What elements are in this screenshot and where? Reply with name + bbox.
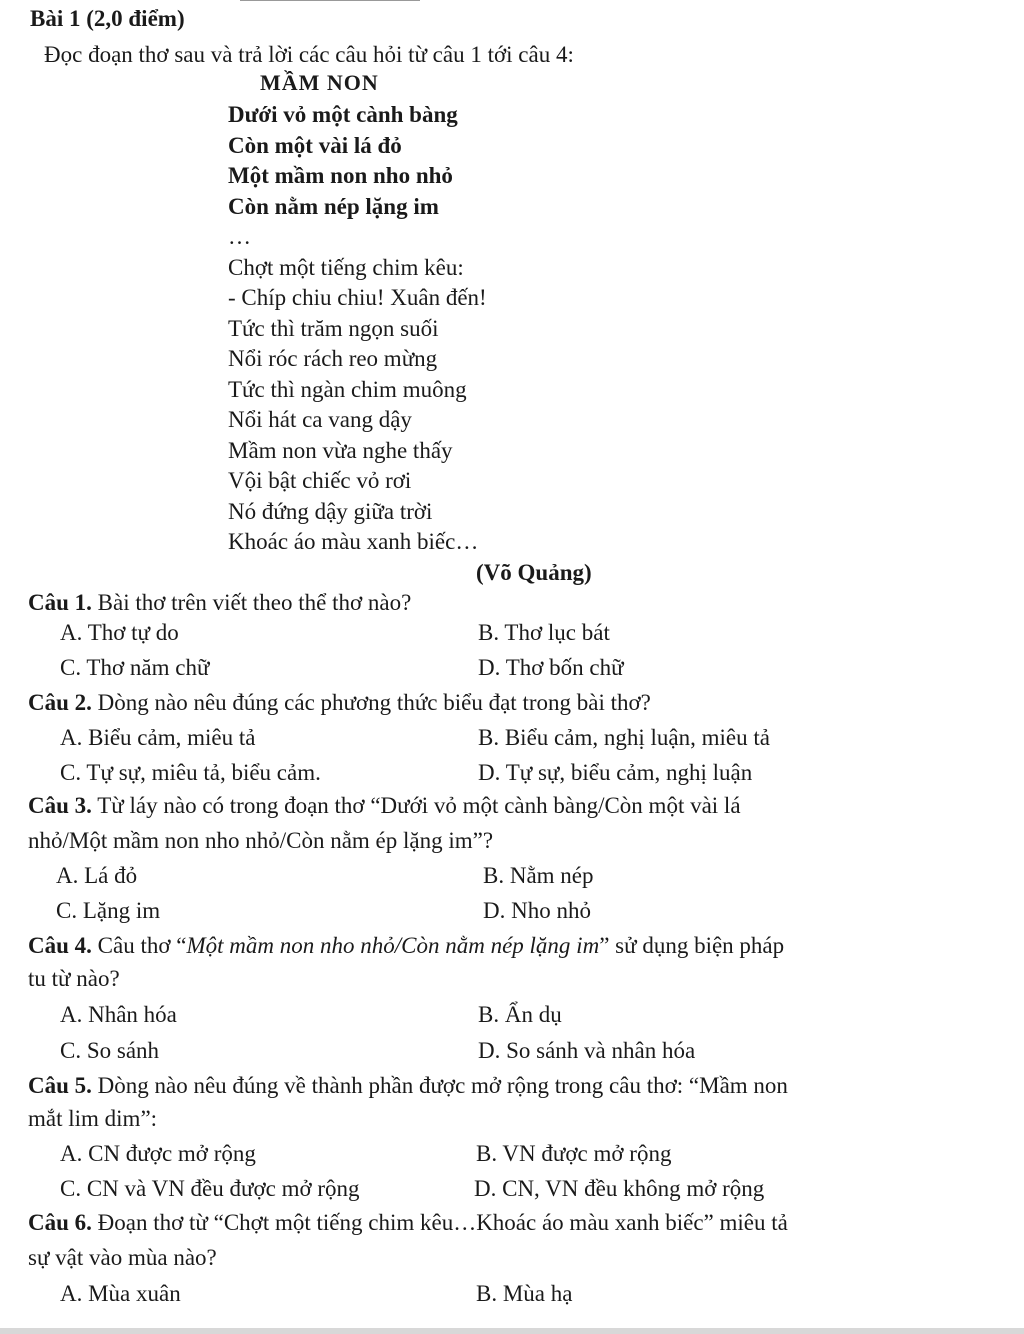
poem-line: Còn nằm nép lặng im [228, 193, 439, 219]
cut-top-edge [240, 0, 420, 5]
poem-line: Nổi róc rách reo mừng [228, 346, 438, 371]
question-number: Câu 4. [28, 933, 92, 958]
q5-option-d: D. CN, VN đều không mở rộng [474, 1176, 765, 1201]
q3-option-c: C. Lặng im [56, 898, 161, 923]
q3-option-d: D. Nho nhỏ [483, 898, 591, 923]
q2-option-b: B. Biểu cảm, nghị luận, miêu tả [478, 725, 770, 750]
question-5 [28, 1073, 788, 1099]
q5-option-c: C. CN và VN đều được mở rộng [60, 1176, 360, 1201]
poem-line: Chợt một tiếng chim kêu: [228, 254, 464, 280]
poem-line: Khoác áo màu xanh biếc… [228, 529, 479, 554]
poem-line: Tức thì trăm ngọn suối [228, 315, 439, 341]
poem-line: Nó đứng dậy giữa trời [228, 498, 433, 524]
question-3 [28, 793, 741, 819]
q6-option-a: A. Mùa xuân [60, 1281, 181, 1306]
poem-title: MẦM NON [260, 70, 379, 95]
q4-option-b: B. Ẩn dụ [478, 1002, 562, 1027]
q3-option-a: A. Lá đỏ [56, 863, 138, 888]
poem-line: Mầm non vừa nghe thấy [228, 437, 453, 463]
question-text: Câu thơ “ [91, 933, 187, 958]
question-4 [28, 933, 784, 959]
q4-option-d: D. So sánh và nhân hóa [478, 1038, 696, 1063]
poem-line: Nổi hát ca vang dậy [228, 407, 412, 432]
question-number: Câu 3. [28, 793, 92, 818]
page-bottom-edge [0, 1328, 1024, 1334]
question-3-cont: nhỏ/Một mầm non nho nhỏ/Còn nằm ép lặng im”? [28, 828, 494, 853]
question-number: Câu 5. [28, 1073, 92, 1098]
question-2 [28, 690, 651, 716]
question-6-cont: sự vật vào mùa nào? [28, 1245, 217, 1270]
question-text: ” sử dụng biện pháp [599, 933, 785, 958]
q1-option-a: A. Thơ tự do [60, 620, 179, 645]
q2-option-d: D. Tự sự, biểu cảm, nghị luận [478, 760, 753, 785]
poem-line: Còn một vài lá đỏ [228, 132, 402, 158]
poem-line: Vội bật chiếc vỏ rơi [228, 468, 412, 493]
question-quote: Một mầm non nho nhỏ/Còn nằm nép lặng im [186, 933, 600, 958]
poem-line: Tức thì ngàn chim muông [228, 376, 467, 402]
question-4-cont: tu từ nào? [28, 966, 120, 991]
q5-option-b: B. VN được mở rộng [476, 1141, 672, 1166]
question-text: Dòng nào nêu đúng các phương thức biểu đạt trong bài thơ? [91, 690, 651, 715]
q3-option-b: B. Nằm nép [483, 863, 594, 888]
q2-option-c: C. Tự sự, miêu tả, biểu cảm. [60, 760, 321, 785]
poem-line: Một mầm non nho nhỏ [228, 163, 453, 188]
poem-author: (Võ Quảng) [476, 560, 592, 585]
exercise-title: Bài 1 (2,0 điểm) [30, 6, 185, 31]
question-text: Dòng nào nêu đúng về thành phần được mở rộng trong câu thơ: “Mầm non [91, 1073, 788, 1098]
question-number: Câu 2. [28, 690, 92, 715]
question-5-cont: mắt lim dim”: [28, 1106, 158, 1131]
poem-line: - Chíp chiu chiu! Xuân đến! [228, 285, 487, 310]
exercise-instruction: Đọc đoạn thơ sau và trả lời các câu hỏi từ câu 1 tới câu 4: [44, 42, 574, 67]
q4-option-a: A. Nhân hóa [60, 1002, 177, 1027]
q4-option-c: C. So sánh [60, 1038, 160, 1063]
question-number: Câu 1. [28, 590, 92, 615]
question-1 [28, 590, 411, 616]
poem-body [228, 100, 487, 558]
q2-option-a: A. Biểu cảm, miêu tả [60, 725, 256, 750]
question-text: Từ láy nào có trong đoạn thơ “Dưới vỏ một cành bàng/Còn một vài lá [91, 793, 741, 818]
question-number: Câu 6. [28, 1210, 92, 1235]
q1-option-c: C. Thơ năm chữ [60, 655, 210, 680]
q1-option-d: D. Thơ bốn chữ [478, 655, 624, 680]
question-text: Đoạn thơ từ “Chợt một tiếng chim kêu…Khoác áo màu xanh biếc” miêu tả [91, 1210, 788, 1235]
poem-line: Dưới vỏ một cành bàng [228, 102, 458, 127]
q5-option-a: A. CN được mở rộng [60, 1141, 256, 1166]
q1-option-b: B. Thơ lục bát [478, 620, 610, 645]
q6-option-b: B. Mùa hạ [476, 1281, 573, 1306]
question-6 [28, 1210, 788, 1236]
poem-ellipsis: … [228, 224, 251, 249]
question-text: Bài thơ trên viết theo thể thơ nào? [91, 590, 412, 615]
